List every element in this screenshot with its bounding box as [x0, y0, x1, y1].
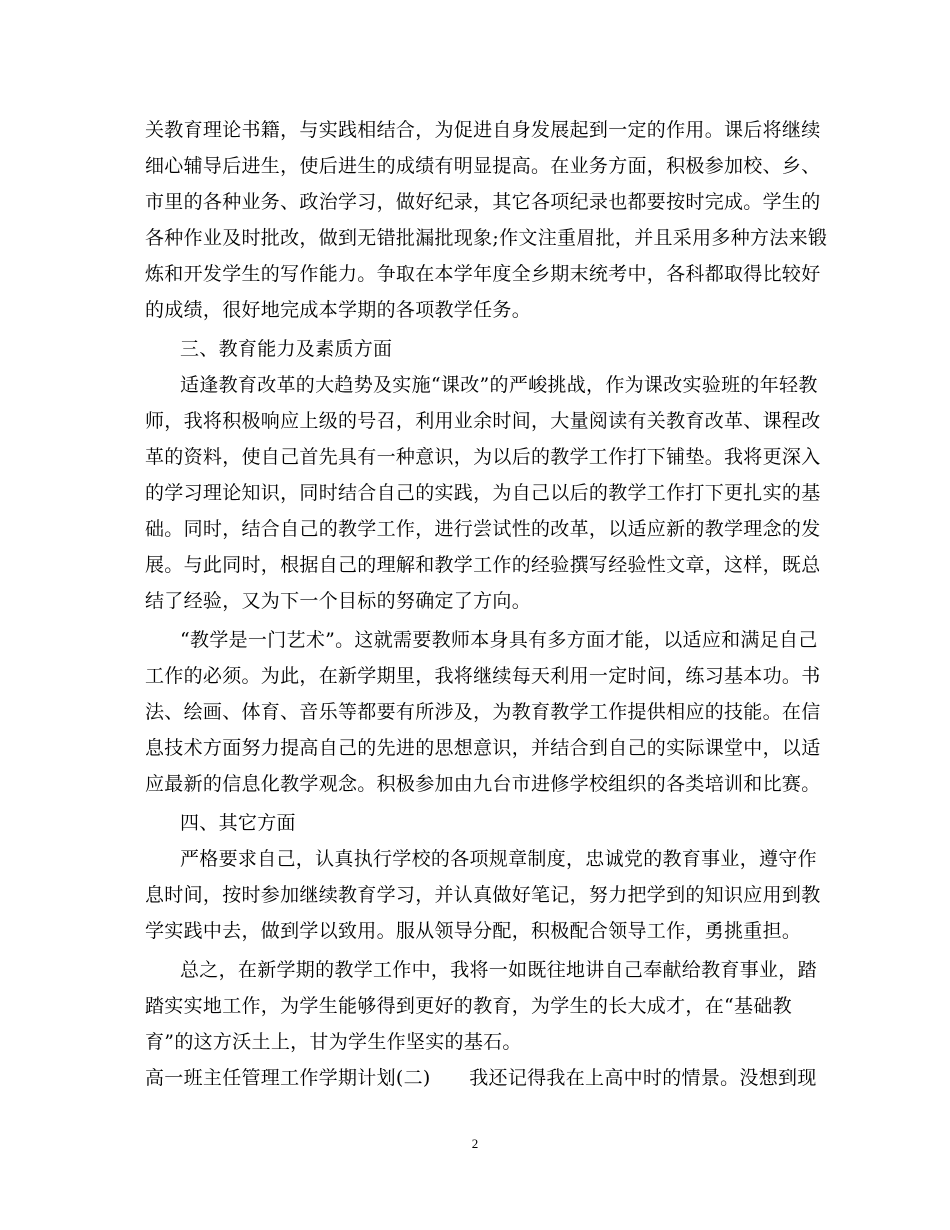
paragraph-first-line: 总之，在新学期的教学工作中，我将一如既往地讲自己奉献给教育事业，踏: [180, 959, 817, 981]
body-text-line: 关教育理论书籍，与实践相结合，为促进自身发展起到一定的作用。课后将继续: [145, 119, 821, 141]
body-text-line: 应最新的信息化教学观念。积极参加由九台市进修学校组织的各类培训和比赛。: [145, 773, 821, 795]
body-text-line: 的成绩，很好地完成本学期的各项教学任务。: [145, 299, 532, 321]
body-text-line: 法、绘画、体育、音乐等都要有所涉及，为教育教学工作提供相应的技能。在信: [145, 701, 821, 723]
body-text-line: 革的资料，使自己首先具有一种意识，为以后的教学工作打下铺垫。我将更深入: [145, 446, 821, 468]
body-text-line: 细心辅导后进生，使后进生的成绩有明显提高。在业务方面，积极参加校、乡、: [145, 155, 821, 177]
paragraph-first-line: 适逢教育改革的大趋势及实施“课改”的严峻挑战，作为课改实验班的年轻教: [180, 374, 818, 396]
body-text-line: 展。与此同时，根据自己的理解和教学工作的经验撰写经验性文章，这样，既总: [145, 554, 821, 576]
body-text-line: 育”的这方沃土上，甘为学生作坚实的基石。: [145, 1031, 522, 1053]
body-text-line: 础。同时，结合自己的教学工作，进行尝试性的改革，以适应新的教学理念的发: [145, 518, 821, 540]
body-text-line: 的学习理论知识，同时结合自己的实践，为自己以后的教学工作打下更扎实的基: [145, 482, 821, 504]
body-text-line: 工作的必须。为此，在新学期里，我将继续每天利用一定时间，练习基本功。书: [145, 665, 821, 687]
page-number: 2: [471, 1136, 479, 1151]
paragraph-first-line: 严格要求自己，认真执行学校的各项规章制度，忠诚党的教育事业，遵守作: [180, 848, 817, 870]
body-text-line: 市里的各种业务、政治学习，做好纪录，其它各项纪录也都要按时完成。学生的: [145, 191, 821, 213]
body-text-line: 结了经验，又为下一个目标的努确定了方向。: [145, 590, 532, 612]
body-text-line: 学实践中去，做到学以致用。服从领导分配，积极配合领导工作，勇挑重担。: [145, 920, 802, 942]
body-text-line: 炼和开发学生的写作能力。争取在本学年度全乡期末统考中，各科都取得比较好: [145, 263, 821, 285]
section-heading: 四、其它方面: [180, 812, 296, 834]
body-text-line: 息时间，按时参加继续教育学习，并认真做好笔记，努力把学到的知识应用到教: [145, 884, 821, 906]
body-text-line: 踏实实地工作，为学生能够得到更好的教育，为学生的长大成才，在“基础教: [145, 995, 792, 1017]
body-text-line: 息技术方面努力提高自己的先进的思想意识，并结合到自己的实际课堂中，以适: [145, 737, 821, 759]
section-heading: 三、教育能力及素质方面: [180, 338, 393, 360]
paragraph-first-line: “教学是一门艺术”。这就需要教师本身具有多方面才能，以适应和满足自己: [180, 629, 818, 651]
body-text-line: 各种作业及时批改，做到无错批漏批现象;作文注重眉批，并且采用多种方法来锻: [145, 227, 828, 249]
body-text-line: 师，我将积极响应上级的号召，利用业余时间，大量阅读有关教育改革、课程改: [145, 410, 821, 432]
title-line: 高一班主任管理工作学期计划(二) 我还记得我在上高中时的情景。没想到现: [145, 1067, 817, 1089]
